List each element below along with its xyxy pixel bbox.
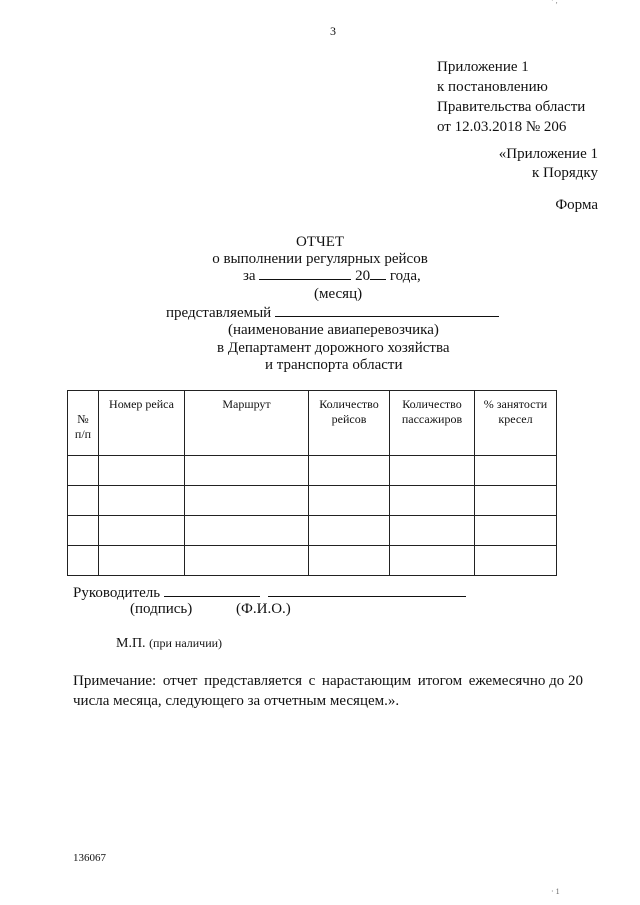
head-label: Руководитель bbox=[73, 585, 161, 601]
procedure-appendix-block bbox=[499, 145, 598, 183]
fio-note: (Ф.И.О.) bbox=[236, 601, 291, 617]
table-cell bbox=[68, 516, 99, 546]
period-year-prefix: 20 bbox=[355, 268, 371, 284]
footnote-line: числа месяца, следующего за отчетным месяцем.». bbox=[73, 693, 400, 709]
footnote-word: отчет bbox=[162, 673, 198, 689]
table-header-row bbox=[68, 391, 557, 456]
table-cell bbox=[185, 546, 309, 576]
appendix-line: к постановлению bbox=[437, 79, 548, 95]
table-row bbox=[68, 516, 557, 546]
table-row bbox=[68, 546, 557, 576]
signature-notes bbox=[130, 601, 291, 618]
year-blank-line bbox=[370, 279, 386, 280]
table-cell bbox=[185, 486, 309, 516]
table-cell bbox=[99, 456, 185, 486]
table-cell bbox=[68, 486, 99, 516]
footnote-line bbox=[73, 671, 583, 691]
department-line: в Департамент дорожного хозяйства bbox=[217, 340, 450, 356]
stamp-note: (при наличии) bbox=[149, 636, 223, 650]
table-cell bbox=[185, 516, 309, 546]
presented-label: представляемый bbox=[166, 305, 272, 321]
footnote-word: ежемесячно до 20 bbox=[468, 673, 583, 689]
table-cell bbox=[390, 546, 475, 576]
signature-note: (подпись) bbox=[130, 601, 193, 617]
table-cell bbox=[68, 546, 99, 576]
fio-blank-line bbox=[268, 596, 466, 597]
month-blank-line bbox=[259, 279, 351, 280]
table-cell bbox=[309, 486, 390, 516]
table-cell bbox=[475, 456, 557, 486]
column-header-route: Маршрут bbox=[185, 391, 309, 456]
scan-mark-bottom: · 1 bbox=[551, 887, 560, 896]
footnote bbox=[73, 671, 583, 711]
table-cell bbox=[185, 456, 309, 486]
appendix-line: Правительства области bbox=[437, 99, 586, 115]
carrier-note: (наименование авиаперевозчика) bbox=[228, 322, 439, 338]
report-period-line bbox=[243, 268, 421, 285]
page-number: 3 bbox=[330, 24, 336, 38]
document-code: 136067 bbox=[73, 852, 106, 864]
table-cell bbox=[475, 486, 557, 516]
column-header-seat-occupancy: % занятости кресел bbox=[475, 391, 557, 456]
department-line: и транспорта области bbox=[265, 357, 403, 373]
table-cell bbox=[99, 486, 185, 516]
appendix-line: Приложение 1 bbox=[437, 59, 529, 75]
report-subtitle: о выполнении регулярных рейсов bbox=[212, 251, 428, 267]
table-cell bbox=[390, 516, 475, 546]
period-suffix: года, bbox=[389, 268, 421, 284]
head-signature-line bbox=[73, 585, 466, 602]
table-cell bbox=[475, 516, 557, 546]
procedure-appendix-line: к Порядку bbox=[532, 165, 598, 181]
report-title: ОТЧЕТ bbox=[295, 234, 345, 250]
column-header-flights-count: Количество рейсов bbox=[309, 391, 390, 456]
form-label: Форма bbox=[555, 197, 598, 213]
table-cell bbox=[390, 456, 475, 486]
column-header-flight-number: Номер рейса bbox=[99, 391, 185, 456]
table-cell bbox=[309, 516, 390, 546]
table-cell bbox=[309, 456, 390, 486]
footnote-word: Примечание: bbox=[73, 673, 157, 689]
procedure-appendix-line: «Приложение 1 bbox=[498, 146, 598, 162]
stamp-label: М.П. bbox=[116, 636, 146, 651]
scan-mark-top: · , bbox=[551, 0, 558, 5]
table-cell bbox=[99, 546, 185, 576]
report-table bbox=[67, 390, 557, 576]
appendix-line: от 12.03.2018 № 206 bbox=[437, 119, 567, 135]
column-header-passengers-count: Количество пассажиров bbox=[390, 391, 475, 456]
column-header-number: № п/п bbox=[68, 391, 99, 456]
table-cell bbox=[68, 456, 99, 486]
footnote-word: нарастающим bbox=[321, 673, 412, 689]
period-prefix: за bbox=[243, 268, 256, 284]
table-cell bbox=[309, 546, 390, 576]
month-note: (месяц) bbox=[314, 286, 363, 302]
appendix-header bbox=[437, 57, 585, 137]
footnote-word: итогом bbox=[417, 673, 463, 689]
table-row bbox=[68, 456, 557, 486]
stamp-line bbox=[116, 636, 222, 652]
table-cell bbox=[390, 486, 475, 516]
table-row bbox=[68, 486, 557, 516]
footnote-word: представляется bbox=[204, 673, 302, 689]
carrier-blank-line bbox=[275, 316, 499, 317]
signature-blank-line bbox=[164, 596, 260, 597]
table-cell bbox=[475, 546, 557, 576]
footnote-word: с bbox=[308, 673, 316, 689]
presented-line bbox=[166, 305, 499, 322]
table-cell bbox=[99, 516, 185, 546]
